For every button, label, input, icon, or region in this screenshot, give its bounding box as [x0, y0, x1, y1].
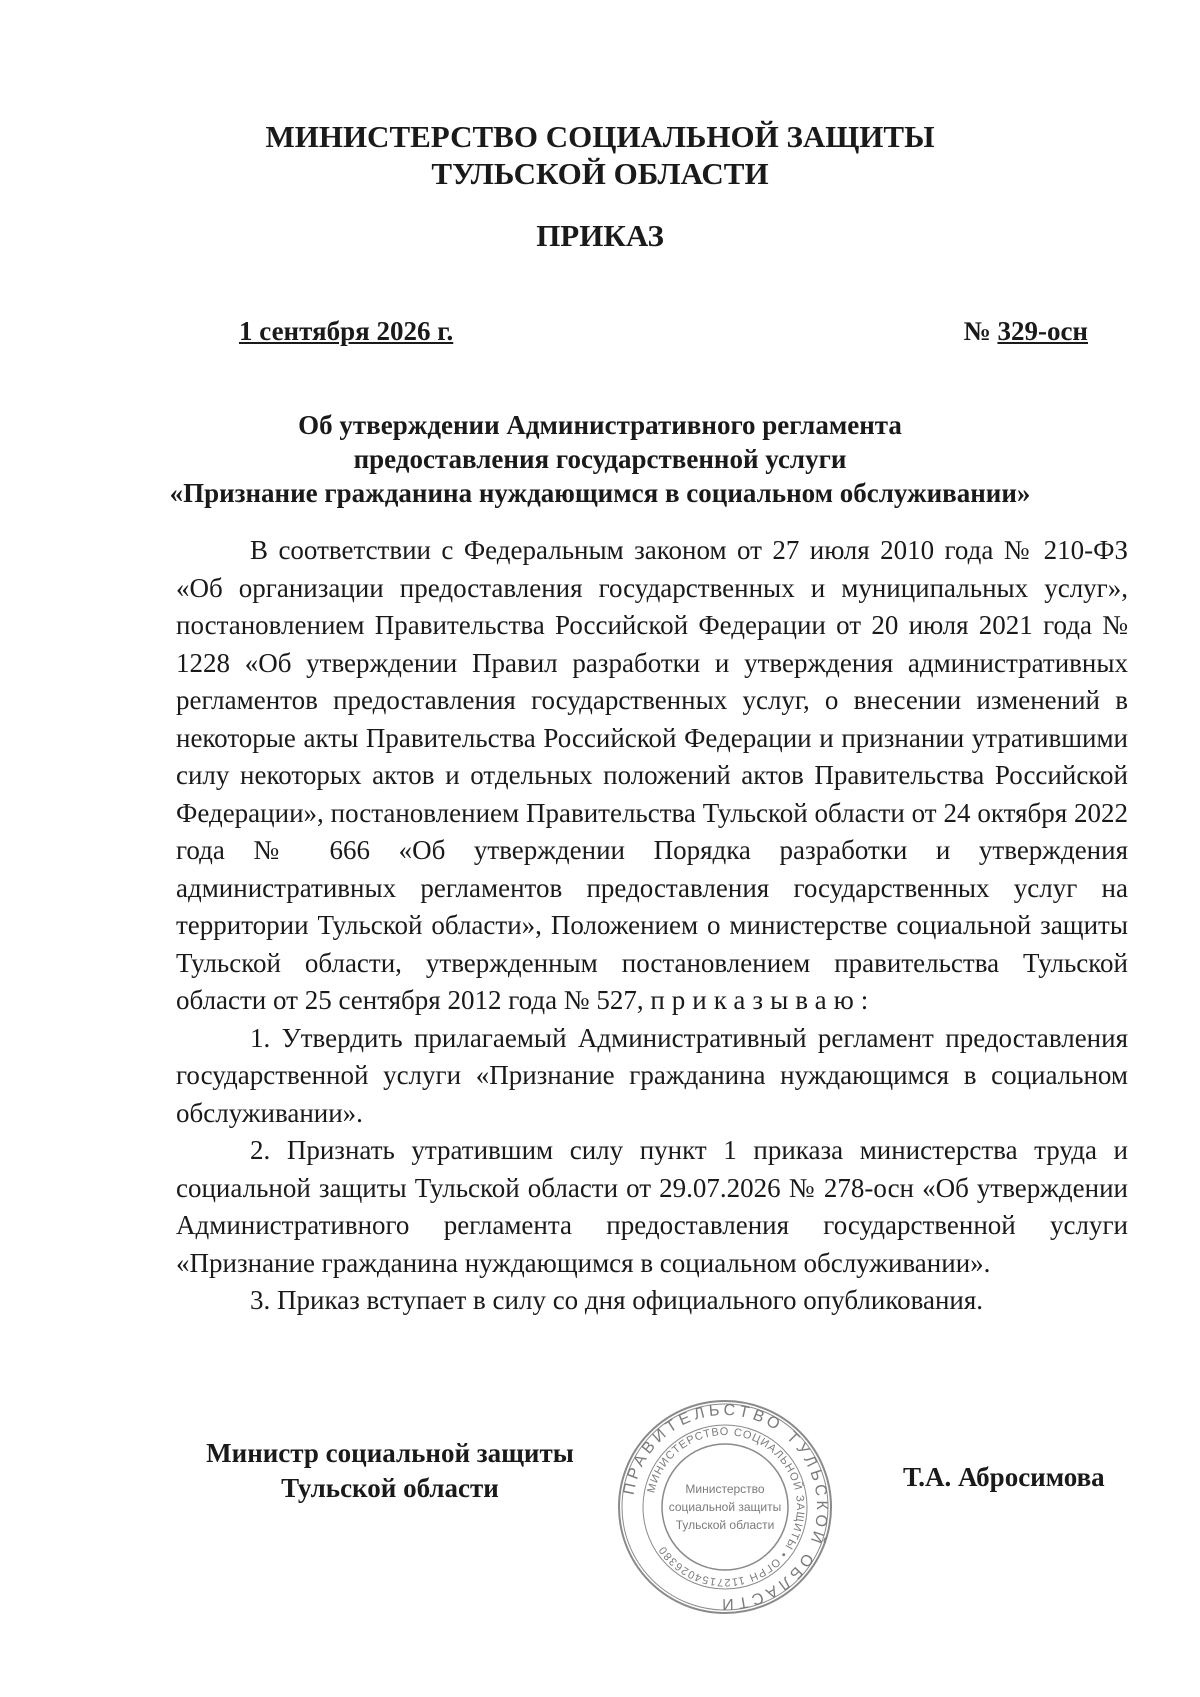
signer-position	[190, 1436, 590, 1506]
signer-position-line-2: Тульской области	[281, 1473, 499, 1503]
preamble-text: В соответствии с Федеральным законом от 27 июля 2010 года № 210-ФЗ «Об организации предоставления государственных и муниципальных услуг», постановлением Правительства Российской Федерации от 20 июля 2021 года № 1228 «Об утверждении Правил разработки и утверждения административных регламентов предоставления государственных услуг, о внесении изменений в некоторые акты Правительства Российской Федерации и признании утратившими силу некоторых актов и отдельных положений актов Правительства Российской Федерации», постановлением Правительства Тульской области от 24 октября 2022 года № 666 «Об утверждении Порядка разработки и утверждения административных регламентов предоставления государственных услуг на территории Тульской области», Положением о министерстве социальной защиты Тульской области, утвержденным постановлением правительства Тульской области от 25 сентября 2012 года № 527,	[176, 535, 1128, 1015]
seal-outer-text: ПРАВИТЕЛЬСТВО ТУЛЬСКОЙ ОБЛАСТИ	[620, 1401, 831, 1613]
seal-center-line-3: Тульской области	[675, 1518, 775, 1532]
order-number-prefix: №	[963, 316, 998, 346]
order-subject	[0, 408, 1200, 510]
subject-line-3: «Признание гражданина нуждающимся в социальном обслуживании»	[169, 478, 1031, 508]
seal-center-line-1: Министерство	[685, 1482, 765, 1496]
seal-center-line-2: социальной защиты	[668, 1500, 782, 1514]
seal-inner-text: МИНИСТЕРСТВО СОЦИАЛЬНОЙ ЗАЩИТЫ • ОГРН 1127154026380	[645, 1425, 807, 1589]
signer-name: Т.А. Абросимова	[903, 1462, 1105, 1492]
document-type: ПРИКАЗ	[536, 218, 664, 253]
preamble-paragraph	[176, 532, 1128, 1020]
decree-word: приказываю:	[650, 985, 876, 1015]
item-1: 1. Утвердить прилагаемый Административный регламент предоставления государственной услуги «Признание гражданина нуждающимся в социальном обслуживании».	[176, 1022, 1128, 1128]
ministry-line-1: МИНИСТЕРСТВО СОЦИАЛЬНОЙ ЗАЩИТЫ	[265, 119, 935, 154]
subject-line-2: предоставления государственной услуги	[353, 444, 847, 474]
order-body	[176, 532, 1128, 1320]
order-number-value: 329-осн	[997, 316, 1088, 346]
official-seal-stamp	[615, 1397, 835, 1617]
order-number	[964, 316, 1088, 347]
signer-position-line-1: Министр социальной защиты	[206, 1438, 574, 1468]
order-date: 1 сентября 2026 г.	[239, 316, 454, 346]
ministry-heading	[0, 118, 1200, 192]
item-3: 3. Приказ вступает в силу со дня официального опубликования.	[250, 1285, 984, 1315]
ministry-line-2: ТУЛЬСКОЙ ОБЛАСТИ	[431, 156, 769, 191]
item-2: 2. Признать утратившим силу пункт 1 приказа министерства труда и социальной защиты Тульской области от 29.07.2026 № 278-осн «Об утверждении Административного регламента предоставления государственной услуги «Признание гражданина нуждающимся в социальном обслуживании».	[176, 1135, 1128, 1278]
subject-line-1: Об утверждении Административного регламента	[298, 410, 902, 440]
